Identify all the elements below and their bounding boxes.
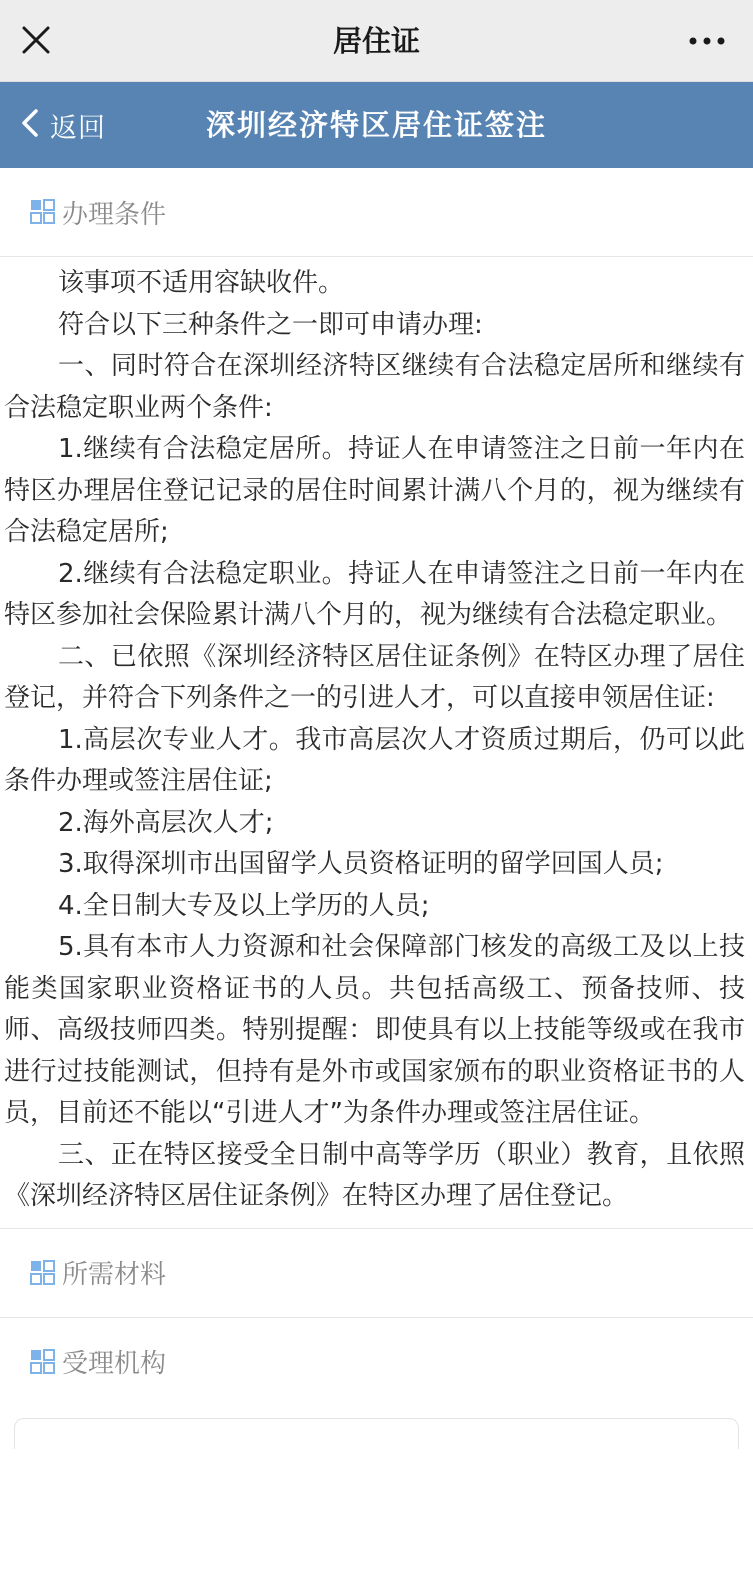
paragraph: 该事项不适用容缺收件。: [58, 268, 345, 298]
grid-icon: [30, 1260, 56, 1286]
paragraph: 一、同时符合在深圳经济特区继续有合法稳定居所和继续有合法稳定职业两个条件:: [4, 351, 745, 423]
section-title: 办理条件: [62, 199, 167, 230]
paragraph: 符合以下三种条件之一即可申请办理:: [58, 309, 483, 340]
paragraph: 4.全日制大专及以上学历的人员;: [58, 890, 430, 921]
section-title: 受理机构: [62, 1349, 167, 1379]
nav-bar: [0, 82, 753, 168]
paragraph: 二、已依照《深圳经济特区居住证条例》在特区办理了居住登记，并符合下列条件之一的引进人才，可以直接申领居住证:: [4, 641, 745, 713]
agency-card: [14, 1418, 739, 1449]
more-dots-icon[interactable]: [687, 26, 727, 56]
section-title: 所需材料: [62, 1260, 167, 1290]
grid-icon: [30, 199, 56, 225]
section-header-materials[interactable]: [0, 1229, 753, 1317]
window-title: 居住证: [332, 24, 420, 58]
paragraph: 2.继续有合法稳定职业。持证人在申请签注之日前一年内在特区参加社会保险累计满八个月的，视为继续有合法稳定职业。: [4, 558, 745, 630]
paragraph: 2.海外高层次人才;: [58, 807, 274, 838]
paragraph: 1.高层次专业人才。我市高层次人才资质过期后，仍可以此条件办理或签注居住证;: [4, 724, 745, 796]
page-title: 深圳经济特区居住证签注: [205, 108, 547, 142]
paragraph: 三、正在特区接受全日制中高等学历（职业）教育，且依照《深圳经济特区居住证条例》在特区办理了居住登记。: [4, 1139, 745, 1211]
section-header-agency[interactable]: [0, 1318, 753, 1406]
paragraph: 1.继续有合法稳定居所。持证人在申请签注之日前一年内在特区办理居住登记记录的居住时间累计满八个月的，视为继续有合法稳定居所;: [4, 434, 745, 547]
paragraph: 3.取得深圳市出国留学人员资格证明的留学回国人员;: [58, 849, 664, 879]
back-label: 返回: [50, 112, 106, 144]
section-header-conditions[interactable]: [0, 168, 753, 256]
conditions-content: [0, 257, 753, 1228]
paragraph: 5.具有本市人力资源和社会保障部门核发的高级工及以上技能类国家职业资格证书的人员。共包括高级工、预备技师、技师、高级技师四类。特别提醒：即使具有以上技能等级或在我市进行过技能测试，但持有是外市或国家颁布的职业资格证书的人员，目前还不能以“引进人才”为条件办理或签注居住证。: [4, 932, 745, 1128]
grid-icon: [30, 1349, 56, 1375]
top-bar: [0, 0, 753, 82]
